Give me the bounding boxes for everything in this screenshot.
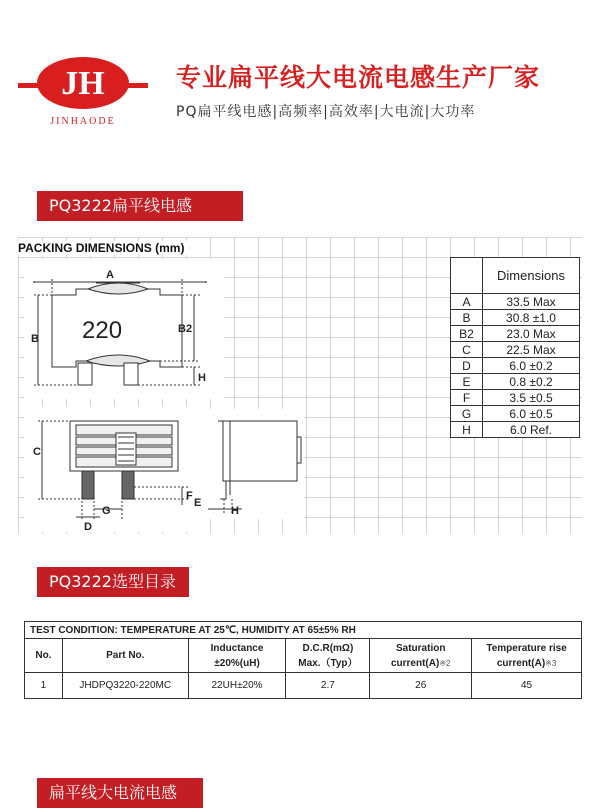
- dim-label-c: C: [33, 446, 41, 458]
- table-row: C 22.5 Max: [451, 342, 580, 358]
- dim-label-h-side: H: [231, 505, 239, 517]
- col-header-inductance: Inductance ±20%(uH): [188, 639, 286, 673]
- table-row: G 6.0 ±0.5: [451, 406, 580, 422]
- table-row: 1 JHDPQ3220-220MC 22UH±20% 2.7 26 45: [25, 673, 582, 699]
- table-row: D 6.0 ±0.2: [451, 358, 580, 374]
- section-banner-selection: PQ3222选型目录: [37, 567, 189, 597]
- dim-label-a: A: [106, 269, 114, 281]
- table-row: F 3.5 ±0.5: [451, 390, 580, 406]
- company-subtitle: PQ扁平线电感|高频率|高效率|大电流|大功率: [176, 104, 476, 120]
- packing-title: PACKING DIMENSIONS (mm): [18, 241, 188, 255]
- test-condition: TEST CONDITION: TEMPERATURE AT 25℃, HUMIDITY AT 65±5% RH: [25, 622, 582, 639]
- selection-table: [24, 621, 582, 699]
- col-header-saturation: Saturation current(A)※2: [370, 639, 472, 673]
- table-row: H 6.0 Ref.: [451, 422, 580, 438]
- table-row: B 30.8 ±1.0: [451, 310, 580, 326]
- section-banner-product: PQ3222扁平线电感: [37, 191, 243, 221]
- section-banner-high-current: 扁平线大电流电感: [37, 778, 203, 808]
- dim-label-e: E: [194, 497, 202, 509]
- col-header-part: Part No.: [62, 639, 188, 673]
- col-header-no: No.: [25, 639, 63, 673]
- dimensions-table: [450, 257, 580, 438]
- logo-text: JINHAODE: [50, 116, 116, 127]
- dimensions-header: Dimensions: [483, 258, 580, 294]
- company-title: 专业扁平线大电流电感生产厂家: [176, 63, 541, 92]
- dim-label-g: G: [102, 505, 111, 517]
- col-header-temp-rise: Temperature rise current(A)※3: [472, 639, 582, 673]
- table-row: E 0.8 ±0.2: [451, 374, 580, 390]
- part-marking: 220: [82, 317, 123, 344]
- table-row: A 33.5 Max: [451, 294, 580, 310]
- col-header-dcr: D.C.R(mΩ) Max.（Typ）: [286, 639, 370, 673]
- dim-label-b2: B2: [178, 323, 193, 335]
- dim-label-h: H: [198, 372, 206, 384]
- table-row: B2 23.0 Max: [451, 326, 580, 342]
- dim-label-b: B: [31, 333, 39, 345]
- svg-text:JH: JH: [61, 65, 105, 102]
- dim-label-d: D: [84, 521, 92, 533]
- dim-label-f: F: [186, 490, 193, 502]
- company-logo: [14, 50, 152, 132]
